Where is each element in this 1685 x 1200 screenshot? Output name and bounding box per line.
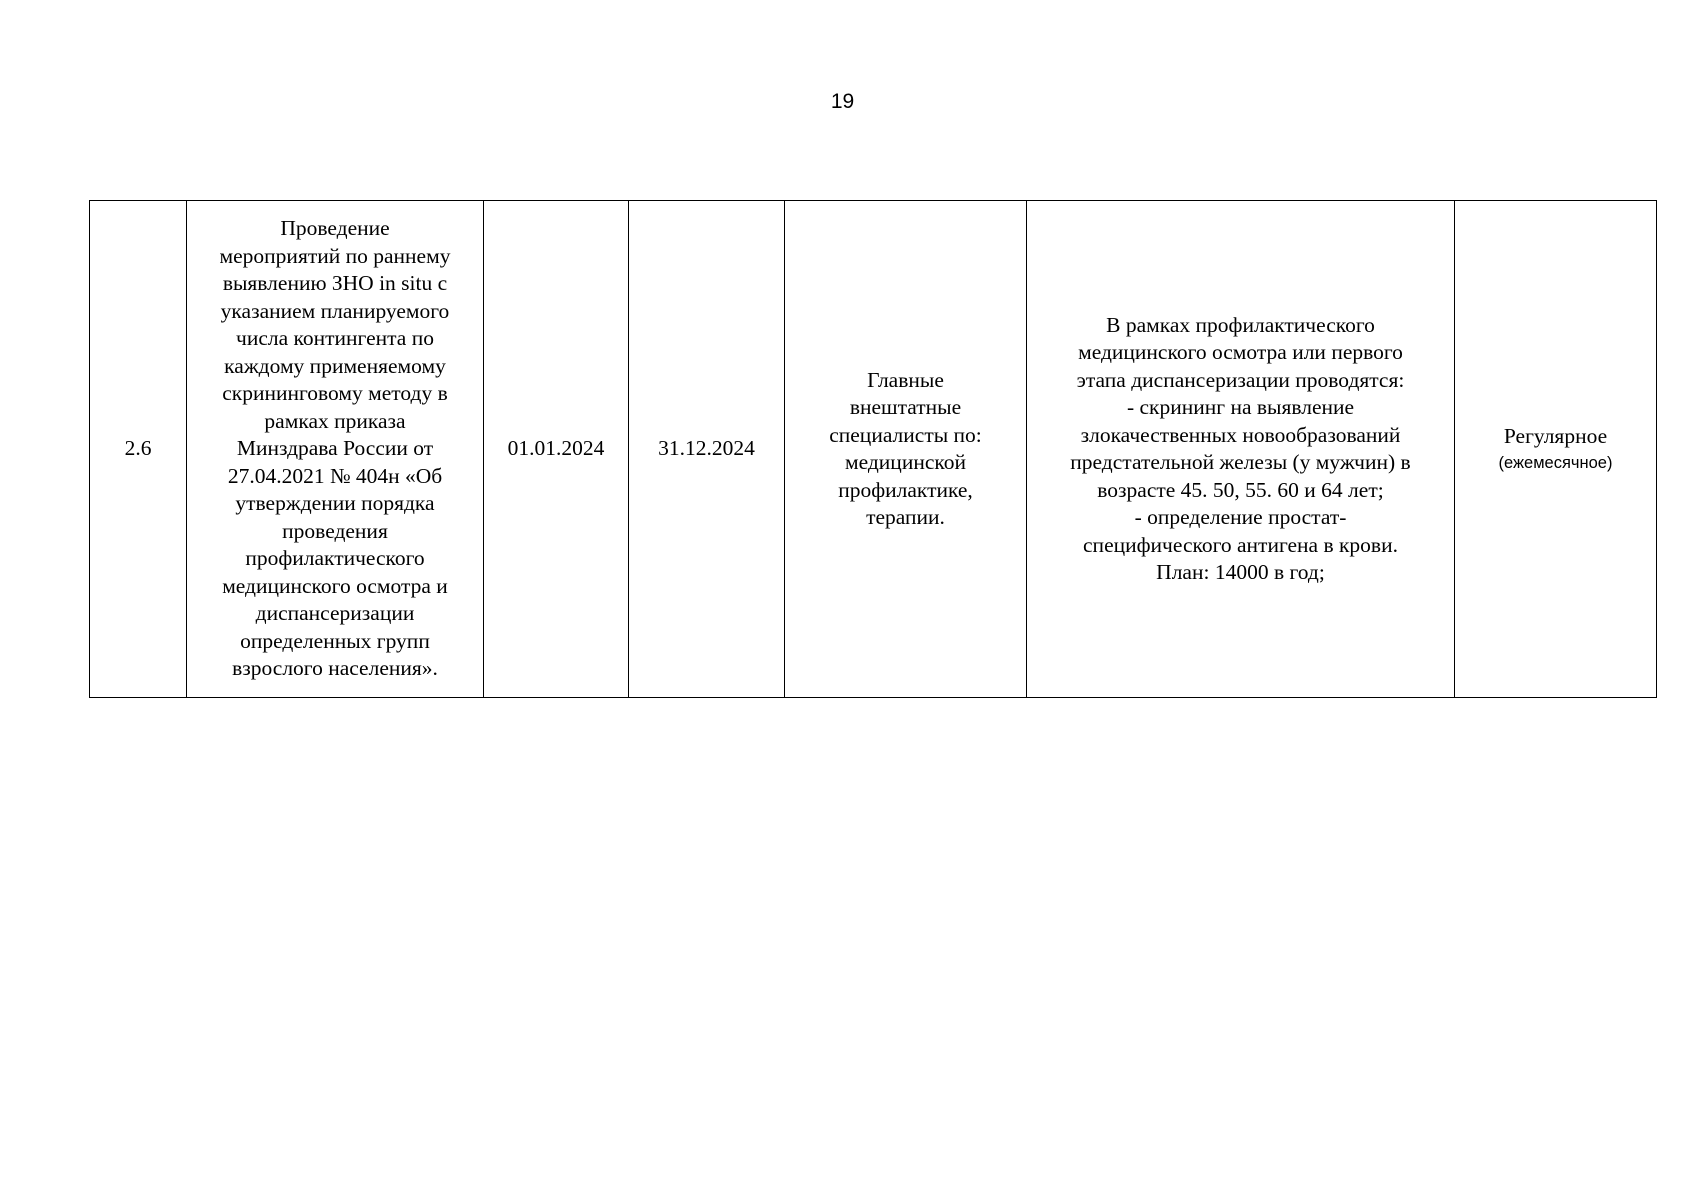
description-cell bbox=[1027, 201, 1455, 698]
responsible-line: внештатные bbox=[849, 395, 962, 419]
start-date: 01.01.2024 bbox=[507, 436, 605, 461]
frequency-note: (ежемесячное) bbox=[1498, 453, 1613, 472]
event-line: определенных групп bbox=[240, 628, 430, 653]
event-line: рамках приказа bbox=[264, 408, 406, 433]
description-line: медицинского осмотра или первого bbox=[1078, 340, 1403, 364]
row-number: 2.6 bbox=[124, 436, 152, 461]
description-line: - определение простат- bbox=[1134, 505, 1347, 529]
event-line: указанием планируемого bbox=[220, 298, 450, 323]
description-line: этапа диспансеризации проводятся: bbox=[1076, 367, 1405, 392]
event-line: каждому применяемому bbox=[224, 353, 446, 378]
measures-table bbox=[89, 200, 1657, 698]
description-line: - скрининг на выявление bbox=[1126, 395, 1355, 419]
start-date-cell bbox=[484, 201, 629, 698]
event-line: взрослого населения». bbox=[232, 656, 438, 681]
event-line: диспансеризации bbox=[255, 601, 415, 626]
event-line: утверждении порядка bbox=[235, 491, 435, 516]
description-line: предстательной железы (у мужчин) в bbox=[1070, 450, 1411, 474]
event-line: мероприятий по раннему bbox=[219, 243, 451, 268]
description-line: злокачественных новообразований bbox=[1080, 422, 1401, 447]
end-date-cell bbox=[629, 201, 785, 698]
responsible-line: специалисты по: bbox=[829, 422, 982, 447]
responsible-cell bbox=[785, 201, 1027, 698]
description-line: возрасте 45. 50, 55. 60 и 64 лет; bbox=[1097, 477, 1384, 502]
end-date: 31.12.2024 bbox=[658, 436, 755, 461]
responsible-line: терапии. bbox=[866, 505, 945, 529]
frequency-label: Регулярное bbox=[1503, 424, 1608, 449]
event-line: медицинского осмотра и bbox=[222, 573, 448, 598]
responsible-line: медицинской bbox=[845, 450, 966, 474]
description-line: В рамках профилактического bbox=[1106, 312, 1375, 337]
event-line: проведения bbox=[282, 518, 388, 543]
event-cell bbox=[187, 201, 484, 698]
frequency-cell bbox=[1455, 201, 1657, 698]
event-line: скрининговому методу в bbox=[222, 381, 448, 406]
event-line: 27.04.2021 № 404н «Об bbox=[227, 463, 443, 488]
event-line: числа контингента по bbox=[236, 326, 434, 351]
event-line: Минздрава России от bbox=[236, 436, 434, 461]
responsible-line: профилактике, bbox=[838, 477, 973, 502]
event-line: профилактического bbox=[245, 546, 425, 571]
page-number: 19 bbox=[830, 90, 855, 113]
table-row bbox=[90, 201, 1657, 698]
row-number-cell bbox=[90, 201, 187, 698]
description-line: План: 14000 в год; bbox=[1156, 560, 1325, 584]
event-line: Проведение bbox=[280, 216, 390, 241]
description-line: специфического антигена в крови. bbox=[1083, 532, 1398, 557]
responsible-line: Главные bbox=[867, 367, 944, 392]
event-line: выявлению ЗНО in situ с bbox=[222, 271, 448, 296]
